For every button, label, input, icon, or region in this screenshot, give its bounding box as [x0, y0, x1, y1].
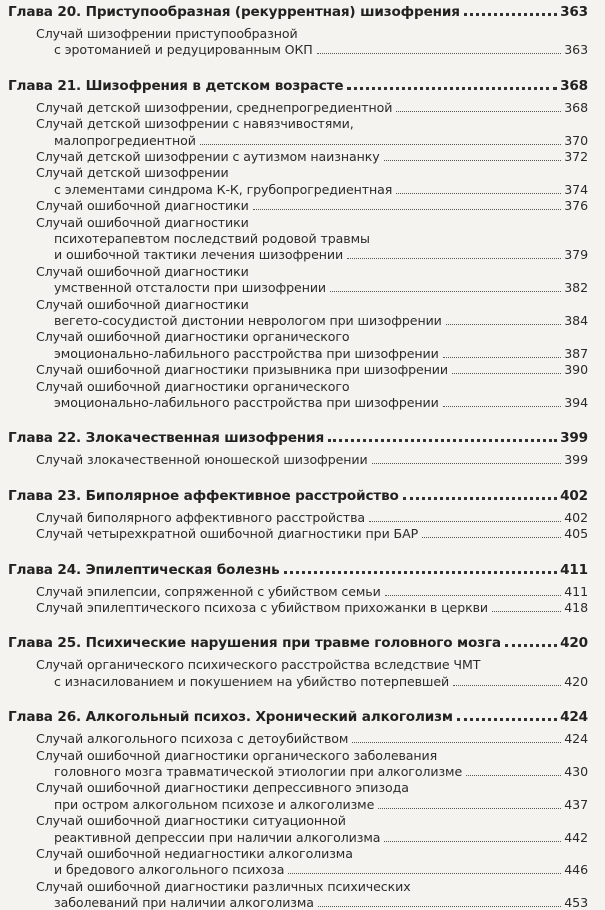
entry-page: 394 — [564, 395, 588, 410]
entry-text: Случай детской шизофрении, среднепрогредиентной — [36, 99, 393, 115]
toc-entry — [36, 361, 588, 377]
toc-entry — [36, 214, 588, 230]
dot-leader — [328, 439, 557, 442]
entry-page: 390 — [564, 362, 588, 378]
chapter-title: Глава 24. Эпилептическая болезнь — [8, 561, 280, 578]
dot-leader — [505, 644, 557, 647]
toc-entry — [36, 878, 588, 894]
dot-leader — [443, 406, 562, 407]
entry-page: 374 — [564, 181, 588, 197]
dot-leader — [347, 258, 561, 259]
entry-text: Случай эпилепсии, сопряженной с убийством семьи — [36, 583, 381, 599]
toc-entry-continuation — [54, 246, 588, 262]
entry-page: 376 — [564, 198, 588, 214]
entry-text: Случай злокачественной юношеской шизофрении — [36, 452, 368, 468]
toc-entry — [36, 197, 588, 213]
entry-page: 442 — [564, 829, 588, 845]
dot-leader — [352, 742, 561, 743]
chapter-heading — [8, 560, 588, 578]
entry-text: с изнасилованием и покушением на убийство потерпевшей — [54, 673, 450, 689]
chapter-title: Глава 26. Алкогольный психоз. Хронический алкоголизм — [8, 709, 453, 726]
entry-text: головного мозга травматической этиологии при алкоголизме — [54, 764, 463, 779]
entry-text: с эротоманией и редуцированным ОКП — [54, 42, 313, 58]
dot-leader — [347, 87, 557, 90]
entry-text: заболеваний при наличии алкоголизма — [54, 895, 314, 910]
toc-entry-continuation — [54, 894, 588, 910]
entry-page: 424 — [564, 731, 588, 747]
dot-leader — [384, 160, 562, 161]
entry-page: 382 — [564, 280, 588, 296]
entry-page: 399 — [564, 452, 588, 468]
entry-page: 402 — [564, 509, 588, 525]
toc-entry — [36, 115, 588, 131]
toc-entry — [36, 509, 588, 525]
toc-entry — [36, 656, 588, 672]
toc-entry — [36, 378, 588, 394]
toc-entry — [36, 730, 588, 746]
toc-entry — [36, 296, 588, 312]
entry-text: Случай биполярного аффективного расстройства — [36, 509, 366, 525]
dot-leader — [318, 906, 561, 907]
dot-leader — [453, 685, 561, 686]
chapter-title: Глава 21. Шизофрения в детском возрасте — [8, 77, 344, 94]
toc-entry-continuation — [54, 796, 588, 812]
entry-page: 363 — [564, 42, 588, 58]
chapter-page: 368 — [560, 77, 588, 94]
toc-entry — [36, 25, 588, 41]
entry-text: и бредового алкогольного психоза — [54, 862, 285, 878]
chapter-page: 424 — [560, 709, 588, 726]
entry-text: и ошибочной тактики лечения шизофрении — [54, 247, 344, 263]
toc-entry-continuation — [54, 230, 588, 246]
toc-entry-continuation — [54, 394, 588, 410]
entry-text: Случай ошибочной диагностики призывника при шизофрении — [36, 362, 448, 378]
toc-entry — [36, 747, 588, 763]
entry-page: 370 — [564, 132, 588, 148]
dot-leader — [288, 873, 561, 874]
dot-leader — [492, 611, 561, 612]
entry-text: Случай ошибочной диагностики — [36, 263, 249, 279]
toc-entry — [36, 451, 588, 467]
chapter-page: 402 — [560, 487, 588, 504]
entry-text: эмоционально-лабильного расстройства при шизофрении — [54, 345, 439, 361]
toc-entry — [36, 599, 588, 615]
toc-entry-continuation — [54, 673, 588, 689]
entry-text: Случай четырехкратной ошибочной диагностики при БАР — [36, 526, 419, 542]
toc-entry — [36, 845, 588, 861]
entry-text: Случай ошибочной диагностики органического — [36, 378, 350, 394]
dot-leader — [457, 718, 557, 721]
dot-leader — [253, 209, 562, 210]
toc-entry — [36, 263, 588, 279]
toc-entry — [36, 812, 588, 828]
dot-leader — [384, 841, 561, 842]
chapter-heading — [8, 486, 588, 504]
chapter-heading — [8, 707, 588, 725]
entry-text: Случай ошибочной недиагностики алкоголизма — [36, 846, 353, 861]
entry-page: 446 — [564, 862, 588, 878]
entry-page: 420 — [564, 673, 588, 689]
chapter-title: Глава 22. Злокачественная шизофрения — [8, 430, 325, 447]
entry-page: 437 — [564, 796, 588, 812]
entry-text: Случай ошибочной диагностики депрессивного эпизода — [36, 780, 409, 796]
entry-text: Случай ошибочной диагностики — [36, 214, 249, 230]
toc-entry — [36, 779, 588, 795]
entry-text: Случай шизофрении приступообразной — [36, 26, 298, 41]
entry-page: 418 — [564, 600, 588, 615]
entry-page: 430 — [564, 764, 588, 779]
entry-text: малопрогредиентной — [54, 132, 196, 148]
dot-leader — [200, 144, 561, 145]
entry-page: 384 — [564, 313, 588, 328]
dot-leader — [452, 373, 561, 374]
chapter-heading — [8, 2, 588, 20]
entry-text: с элементами синдрома К-К, грубопрогредиентная — [54, 181, 393, 197]
chapter-title: Глава 20. Приступообразная (рекуррентная) шизофрения — [8, 4, 460, 20]
toc-entry — [36, 99, 588, 115]
chapter-page: 363 — [560, 4, 588, 20]
entry-page: 368 — [564, 99, 588, 115]
dot-leader — [372, 463, 562, 464]
entry-text: эмоционально-лабильного расстройства при шизофрении — [54, 395, 439, 410]
entry-page: 453 — [564, 895, 588, 910]
toc-entry — [36, 164, 588, 180]
dot-leader — [443, 357, 562, 358]
entry-text: психотерапевтом последствий родовой травмы — [54, 231, 370, 246]
chapter-title: Глава 23. Биполярное аффективное расстройство — [8, 487, 399, 504]
entry-text: Случай органического психического расстройства вследствие ЧМТ — [36, 657, 481, 673]
toc-entry-continuation — [54, 181, 588, 197]
entry-text: Случай детской шизофрении с аутизмом наизнанку — [36, 149, 380, 164]
entry-text: Случай детской шизофрении с навязчивостями, — [36, 116, 354, 132]
toc-entry-continuation — [54, 861, 588, 877]
dot-leader — [422, 537, 561, 538]
entry-text: Случай эпилептического психоза с убийством прихожанки в церкви — [36, 600, 489, 615]
dot-leader — [317, 53, 562, 54]
entry-text: Случай ошибочной диагностики различных психических — [36, 878, 411, 894]
toc-entry — [36, 328, 588, 344]
entry-page: 387 — [564, 345, 588, 361]
dot-leader — [284, 571, 558, 574]
chapter-heading — [8, 428, 588, 446]
toc-entry — [36, 525, 588, 541]
entry-text: Случай ошибочной диагностики — [36, 198, 249, 214]
toc-entry-continuation — [54, 312, 588, 328]
entry-page: 405 — [564, 526, 588, 542]
entry-text: реактивной депрессии при наличии алкоголизма — [54, 829, 381, 845]
dot-leader — [396, 111, 561, 112]
dot-leader — [369, 521, 561, 522]
dot-leader — [464, 13, 557, 16]
chapter-page: 399 — [560, 430, 588, 447]
entry-page: 411 — [564, 583, 588, 599]
entry-text: умственной отсталости при шизофрении — [54, 280, 327, 296]
toc-entry-continuation — [54, 763, 588, 779]
entry-text: при остром алкогольном психозе и алкоголизме — [54, 796, 375, 812]
entry-page: 379 — [564, 247, 588, 263]
entry-text: Случай ошибочной диагностики органического заболевания — [36, 747, 438, 763]
dot-leader — [378, 808, 561, 809]
entry-text: Случай алкогольного психоза с детоубийством — [36, 731, 349, 747]
toc-entry-continuation — [54, 279, 588, 295]
toc-entry — [36, 148, 588, 164]
chapter-title: Глава 25. Психические нарушения при травме головного мозга — [8, 635, 501, 652]
dot-leader — [466, 775, 561, 776]
dot-leader — [403, 497, 557, 500]
toc-entry — [36, 583, 588, 599]
toc-entry-continuation — [54, 132, 588, 148]
toc-entry-continuation — [54, 41, 588, 57]
entry-text: вегето-сосудистой дистонии неврологом при шизофрении — [54, 313, 442, 328]
dot-leader — [446, 324, 561, 325]
chapter-heading — [8, 76, 588, 94]
toc-entry-continuation — [54, 829, 588, 845]
entry-text: Случай ошибочной диагностики органического — [36, 329, 350, 345]
entry-text: Случай ошибочной диагностики — [36, 296, 249, 312]
dot-leader — [396, 193, 561, 194]
entry-text: Случай ошибочной диагностики ситуационной — [36, 813, 346, 829]
toc-entry-continuation — [54, 345, 588, 361]
entry-page: 372 — [564, 149, 588, 164]
chapter-page: 420 — [560, 635, 588, 652]
dot-leader — [385, 595, 562, 596]
chapter-page: 411 — [560, 561, 588, 578]
chapter-heading — [8, 633, 588, 651]
entry-text: Случай детской шизофрении — [36, 165, 229, 181]
dot-leader — [330, 291, 561, 292]
